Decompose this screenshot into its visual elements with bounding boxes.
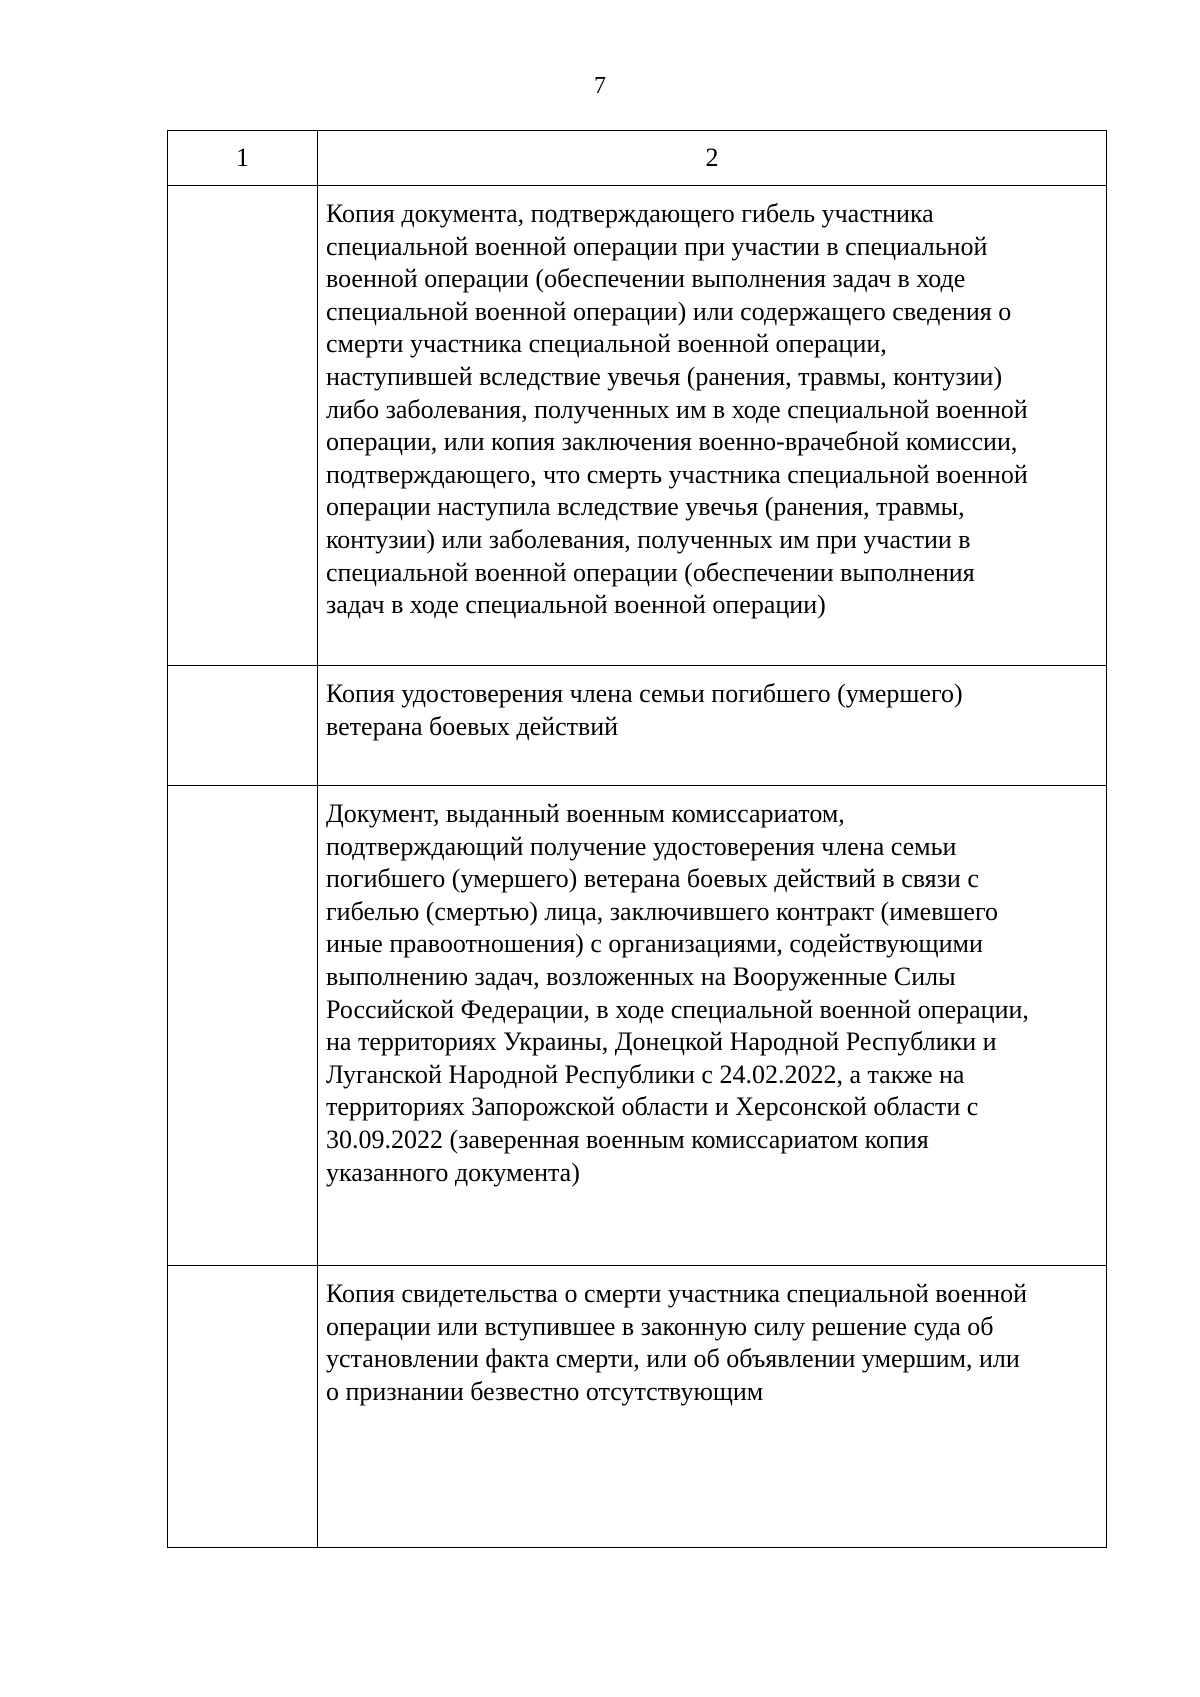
table-cell-number	[168, 666, 318, 786]
table-cell-document: Копия свидетельства о смерти участника специальной военной операции или вступившее в законную силу решение суда об установлении факта смерти, или об объявлении умершим, или о признании безвестно отсутствующим	[318, 1266, 1107, 1548]
column-header-1: 1	[168, 131, 318, 186]
table-row	[168, 1266, 1107, 1548]
table-cell-number	[168, 786, 318, 1266]
column-header-2: 2	[318, 131, 1107, 186]
table-cell-document: Копия удостоверения члена семьи погибшего (умершего) ветерана боевых действий	[318, 666, 1107, 786]
table-cell-number	[168, 186, 318, 666]
documents-table	[167, 130, 1107, 1548]
table-cell-document: Документ, выданный военным комиссариатом, подтверждающий получение удостоверения члена семьи погибшего (умершего) ветерана боевых действий в связи с гибелью (смертью) лица, заключившего контракт (имевшего иные правоотношения) с организациями, содействующими выполнению задач, возложенных на Вооруженные Силы Российской Федерации, в ходе специальной военной операции, на территориях Украины, Донецкой Народной Республики и Луганской Народной Республики с 24.02.2022, а также на территориях Запорожской области и Херсонской области с 30.09.2022 (заверенная военным комиссариатом копия указанного документа)	[318, 786, 1107, 1266]
table-header-row	[168, 131, 1107, 186]
page-number: 7	[594, 73, 606, 99]
table-row	[168, 186, 1107, 666]
table-cell-document: Копия документа, подтверждающего гибель участника специальной военной операции при участии в специальной военной операции (обеспечении выполнения задач в ходе специальной военной операции) или содержащего сведения о смерти участника специальной военной операции, наступившей вследствие увечья (ранения, травмы, контузии) либо заболевания, полученных им в ходе специальной военной операции, или копия заключения военно-врачебной комиссии, подтверждающего, что смерть участника специальной военной операции наступила вследствие увечья (ранения, травмы, контузии) или заболевания, полученных им при участии в специальной военной операции (обеспечении выполнения задач в ходе специальной военной операции)	[318, 186, 1107, 666]
table-row	[168, 786, 1107, 1266]
table-cell-number	[168, 1266, 318, 1548]
table-row	[168, 666, 1107, 786]
